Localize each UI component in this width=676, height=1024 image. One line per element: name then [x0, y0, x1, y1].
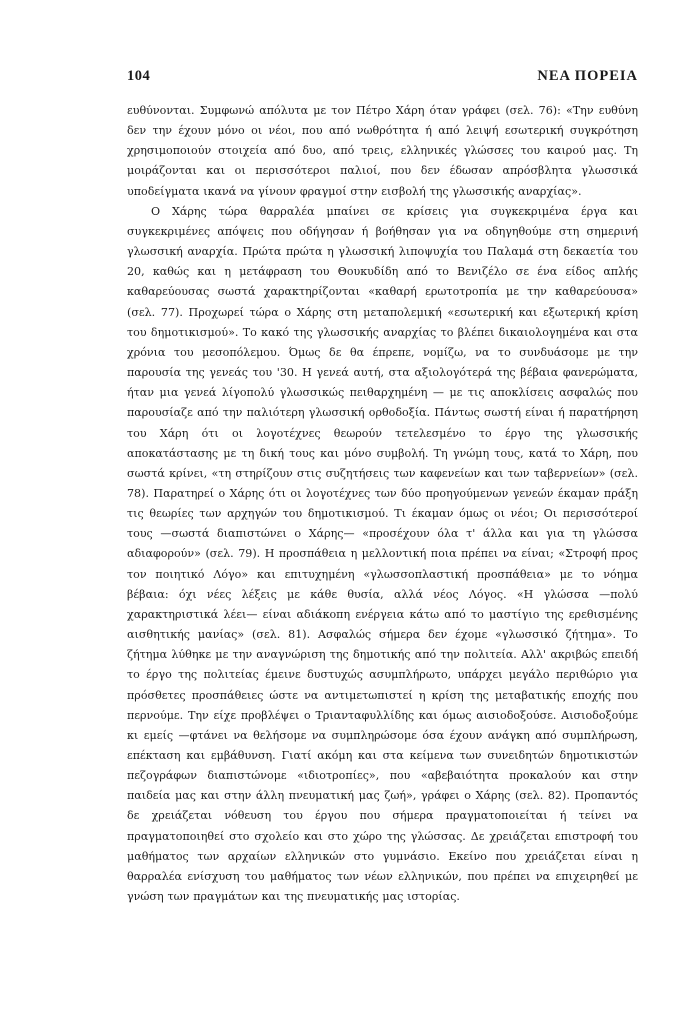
page-number: 104 [127, 68, 151, 84]
running-head: ΝΕΑ ΠΟΡΕΙΑ [537, 68, 638, 84]
body-text [127, 101, 638, 907]
paragraph: Ο Χάρης τώρα θαρραλέα μπαίνει σε κρίσεις για συγκεκριμένα έργα και συγκεκριμένες απόψεις που οδήγησαν ή βοήθησαν για να οδηγηθούμε στη σημερινή γλωσσική αναρχία. Πρώτα πρώτα η γλωσσική λιποψυχία του Παλαμά στη δεκαετία του 20, καθώς και η μετάφραση του Θουκυδίδη από το Βενιζέλο σε ένα είδος απλής καθαρεύουσας σωστά χαρακτηρίζονται «καθαρή ερωτοτροπία με την καθαρεύουσα» (σελ. 77). Προχωρεί τώρα ο Χάρης στη μεταπολεμική «εσωτερική και εξωτερική κρίση του δημοτικισμού». Το κακό της γλωσσικής αναρχίας το βλέπει δικαιολογημένα και στα χρόνια του μεσοπόλεμου. Όμως δε θα έπρεπε, νομίζω, να το συνδυάσομε με την παρουσία της γενεάς του '30. Η γενεά αυτή, στα αξιολογότερά της βέβαια φανερώματα, ήταν μια γενεά λίγοπολύ γλωσσικώς πειθαρχημένη — με τις αποκλίσεις ασφαλώς που παρουσίαζε από την παλιότερη γλωσσική ορθοδοξία. Πάντως σωστή είναι ή παρατήρηση του Χάρη ότι οι λογοτέχνες θεωρούν τετελεσμένο το έργο της γλωσσικής αποκατάστασης με τη δική τους και μόνο συμβολή. Τη γνώμη τους, κατά το Χάρη, που σωστά κρίνει, «τη στηρίζουν στις συζητήσεις των καφενείων και των ταβερνείων» (σελ. 78). Παρατηρεί ο Χάρης ότι οι λογοτέχνες των δύο προηγούμενων γενεών έκαμαν πράξη τις θεωρίες των αρχηγών του δημοτικισμού. Τι έκαμαν όμως οι νέοι; Οι περισσότεροί τους —σωστά διαπιστώνει ο Χάρης— «προσέχουν όλα τ' άλλα και για τη γλώσσα αδιαφορούν» (σελ. 79). Η προσπάθεια η μελλοντική ποια πρέπει να είναι; «Στροφή προς τον ποιητικό Λόγο» και επιτυχημένη «γλωσσοπλαστική προσπάθεια» με το νόημα βέβαια: όχι νέες λέξεις με κάθε θυσία, αλλά νέος Λόγος. «Η γλώσσα —πολύ χαρακτηριστικά λέει— είναι αδιάκοπη ενέργεια κάτω από το μαστίγιο της ερεθισμένης αισθητικής μανίας» (σελ. 81). Ασφαλώς σήμερα δεν έχομε «γλωσσικό ζήτημα». Το ζήτημα λύθηκε με την αναγνώριση της δημοτικής από την πολιτεία. Αλλ' ακριβώς επειδή το έργο της πολιτείας έμεινε δυστυχώς ασυμπλήρωτο, υπάρχει μεγάλο περιθώριο για πρόσθετες προσπάθειες ώστε να αντιμετωπιστεί η κρίση της μεταβατικής εποχής που περνούμε. Την είχε προβλέψει ο Τριανταφυλλίδης και όμως αισιοδοξούσε. Αισιοδοξούμε κι εμείς —φτάνει να θελήσομε να συμπληρώσομε όσα έχουν ανάγκη από συμπλήρωση, επέκταση και εμβάθυνση. Γιατί ακόμη και στα κείμενα των συνειδητών δημοτικιστών πεζογράφων διαπιστώνομε «ιδιοτροπίες», που «αβεβαιότητα προκαλούν και στην παιδεία μας και στην άλλη πνευματική μας ζωή», γράφει ο Χάρης (σελ. 82). Προπαντός δε χρειάζεται νόθευση του έργου που σήμερα πραγματοποιείται ή τείνει να πραγματοποιηθεί στο σχολείο και στο χώρο της γλώσσας. Δε χρειάζεται επιστροφή του μαθήματος των αρχαίων ελληνικών στο γυμνάσιο. Εκείνο που χρειάζεται είναι η θαρραλέα ενίσχυση του μαθήματος των νέων ελληνικών, που πρέπει να επιχειρηθεί με γνώση των πραγμάτων και της πνευματικής μας ιστορίας. [127, 204, 638, 904]
paragraph-continued: ευθύνονται. Συμφωνώ απόλυτα με τον Πέτρο Χάρη όταν γράφει (σελ. 76): «Την ευθύνη δεν την έχουν μόνο οι νέοι, που από νωθρότητα ή από λειψή εσωτερική συγκρότηση χρησιμοποιούν στοιχεία από δυο, από τρεις, ελληνικές γλώσσες του καιρού μας. Τη μοιράζονται και οι περισσότεροι παλιοί, που δεν έδωσαν απρόσβλητα γλωσσικά υποδείγματα ικανά να γίνουν φραγμοί στην εισβολή της γλωσσικής αναρχίας». [127, 104, 638, 198]
page-header [127, 68, 638, 90]
